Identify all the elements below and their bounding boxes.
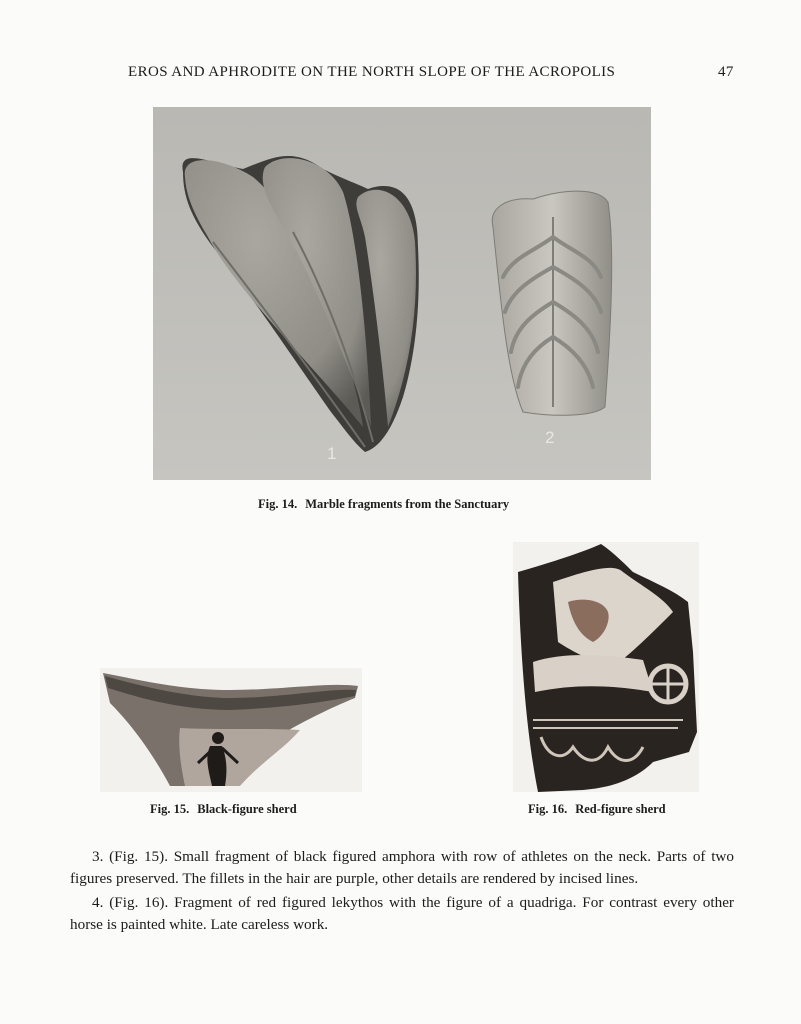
figure-14-photo	[153, 107, 651, 480]
figure-15-label: Fig. 15.	[150, 802, 190, 816]
figure-16-caption	[528, 802, 666, 817]
figure-16-label: Fig. 16.	[528, 802, 568, 816]
figure-14-caption	[258, 497, 509, 512]
paragraph-fig-15: 3. (Fig. 15). Small fragment of black figured amphora with row of athletes on the neck. Parts of two figures preserved. The fillets in the hair are purple, other details are rendered by incised lines.	[70, 848, 734, 887]
paragraph-fig-16: 4. (Fig. 16). Fragment of red figured lekythos with the figure of a quadriga. For contrast every other horse is painted white. Late careless work.	[70, 894, 734, 933]
figure-16-photo	[513, 542, 699, 792]
figure-14-label: Fig. 14.	[258, 497, 298, 511]
figure-15-caption-text: Black-figure sherd	[197, 802, 297, 816]
figure-16-caption-text: Red-figure sherd	[575, 802, 666, 816]
running-title: EROS AND APHRODITE ON THE NORTH SLOPE OF THE ACROPOLIS	[128, 64, 616, 80]
fragment-number-2: 2	[545, 428, 555, 447]
page-number: 47	[718, 64, 734, 80]
fragment-number-1: 1	[327, 444, 337, 463]
figure-15-photo	[100, 668, 362, 792]
figure-15-caption	[150, 802, 297, 817]
body-text	[70, 846, 734, 938]
figure-14-caption-text: Marble fragments from the Sanctuary	[305, 497, 510, 511]
